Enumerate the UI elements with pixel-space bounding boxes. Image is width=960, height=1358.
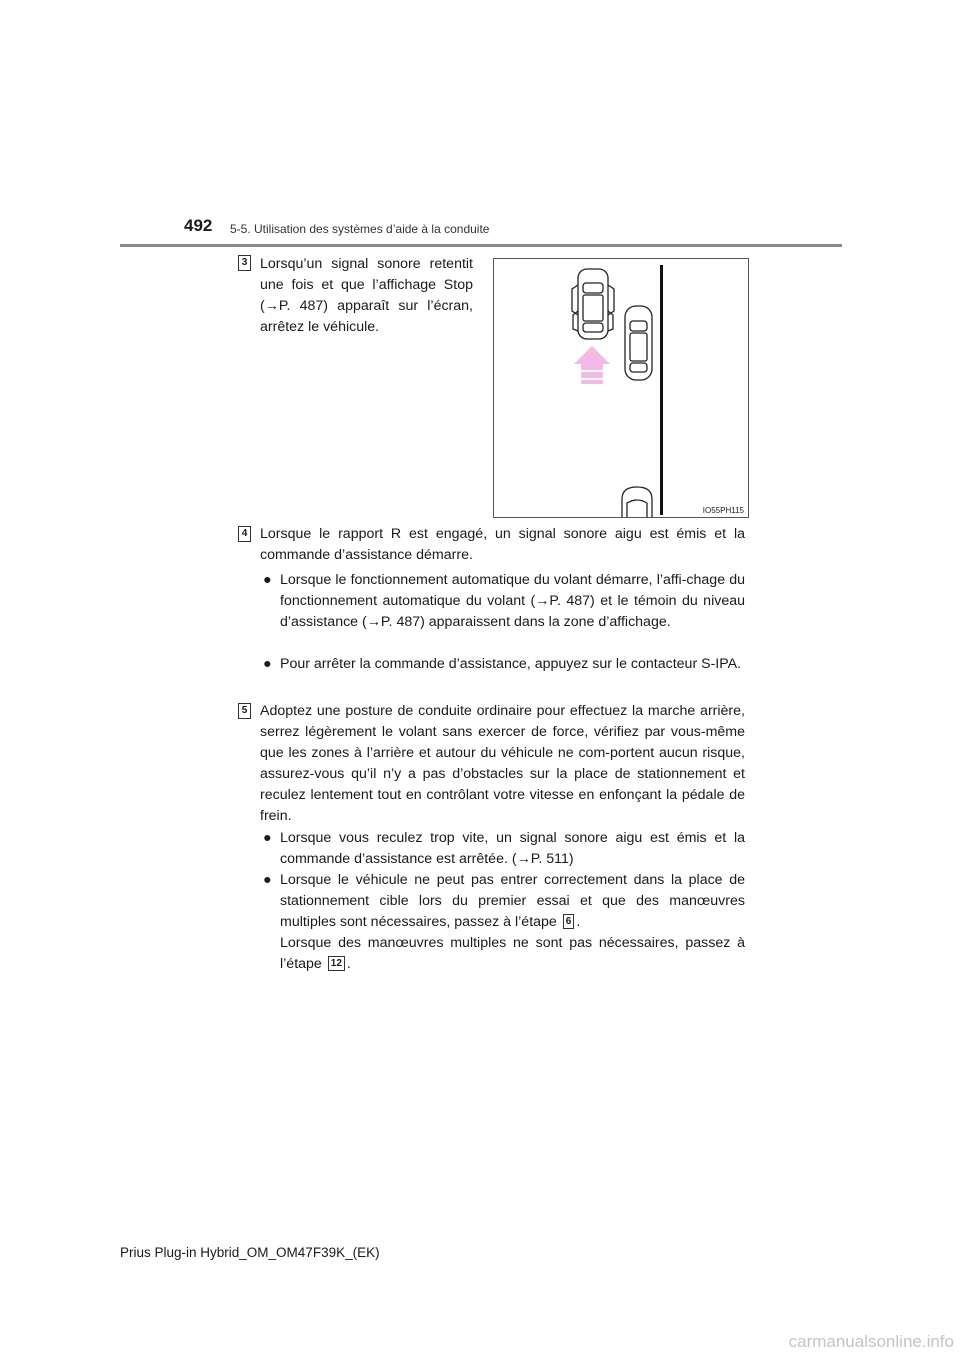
lane-line — [660, 265, 663, 515]
step-4-bullet-2 — [263, 654, 745, 675]
step-ref-6[interactable]: 6 — [563, 914, 575, 929]
rear-car — [622, 487, 652, 517]
step-badge-5: 5 — [238, 703, 251, 719]
bullet-text-b: Lorsque des manœuvres multiples ne sont pas nécessaires, passez à l’étape — [280, 935, 745, 972]
bullet-text: Lorsque le fonctionnement automatique du volant démarre, l’affi-chage du fonctionnement automatique du volant (→P. 487) et le témoin du niveau d’assistance (→P. 487) apparaissent dans la zone d’affichage. — [280, 572, 745, 630]
bullet-dot: ● — [263, 872, 272, 888]
parking-figure — [493, 258, 749, 518]
backing-arrow — [574, 346, 610, 384]
bullet-dot: ● — [263, 572, 272, 588]
step-3-text: Lorsqu’un signal sonore retentit une fois et que l’affichage Stop (→P. 487) apparaît sur l’écran, arrêtez le véhicule. — [260, 256, 473, 335]
own-vehicle — [572, 269, 614, 339]
bullet-text: Lorsque vous reculez trop vite, un signal sonore aigu est émis et la commande d’assistance est arrêtée. (→P. 511) — [280, 830, 745, 867]
parking-diagram — [494, 259, 748, 517]
parked-car — [625, 306, 652, 380]
bullet-dot: ● — [263, 830, 272, 846]
step-5-bullet-1 — [263, 828, 745, 870]
page-number: 492 — [184, 216, 213, 235]
bullet-dot: ● — [263, 656, 272, 672]
section-title: 5-5. Utilisation des systèmes d’aide à la conduite — [230, 222, 490, 236]
step-5-bullet-2 — [263, 870, 745, 975]
step-ref-12[interactable]: 12 — [328, 956, 345, 971]
step-4-text: Lorsque le rapport R est engagé, un signal sonore aigu est émis et la commande d’assistance démarre. — [260, 526, 745, 563]
watermark: carmanualsonline.info — [788, 1332, 954, 1351]
period: . — [346, 956, 351, 972]
step-4-bullet-1 — [263, 570, 745, 633]
step-badge-4: 4 — [238, 526, 251, 542]
step-badge-3: 3 — [238, 255, 251, 271]
period: . — [576, 914, 581, 930]
bullet-text-a: Lorsque le véhicule ne peut pas entrer correctement dans la place de stationnement cible lors du premier essai et que des manœuvres multiples sont nécessaires, passez à l’étape — [280, 872, 745, 930]
header-rule — [120, 244, 842, 247]
bullet-text: Pour arrêter la commande d’assistance, appuyez sur le contacteur S-IPA. — [280, 656, 742, 672]
step-5-text: Adoptez une posture de conduite ordinaire pour effectuez la marche arrière, serrez légèrement le volant sans exercer de force, vérifiez par vous-même que les zones à l’arrière et autour du véhicule ne com-portent aucun risque, assurez-vous qu’il n’y a pas d’obstacles sur la place de stationnement et reculez lentement tout en contrôlant votre vitesse en enfonçant la pédale de frein. — [260, 703, 745, 824]
footer-doc-id: Prius Plug-in Hybrid_OM_OM47F39K_(EK) — [120, 1245, 380, 1260]
figure-code: IO55PH115 — [702, 506, 744, 515]
